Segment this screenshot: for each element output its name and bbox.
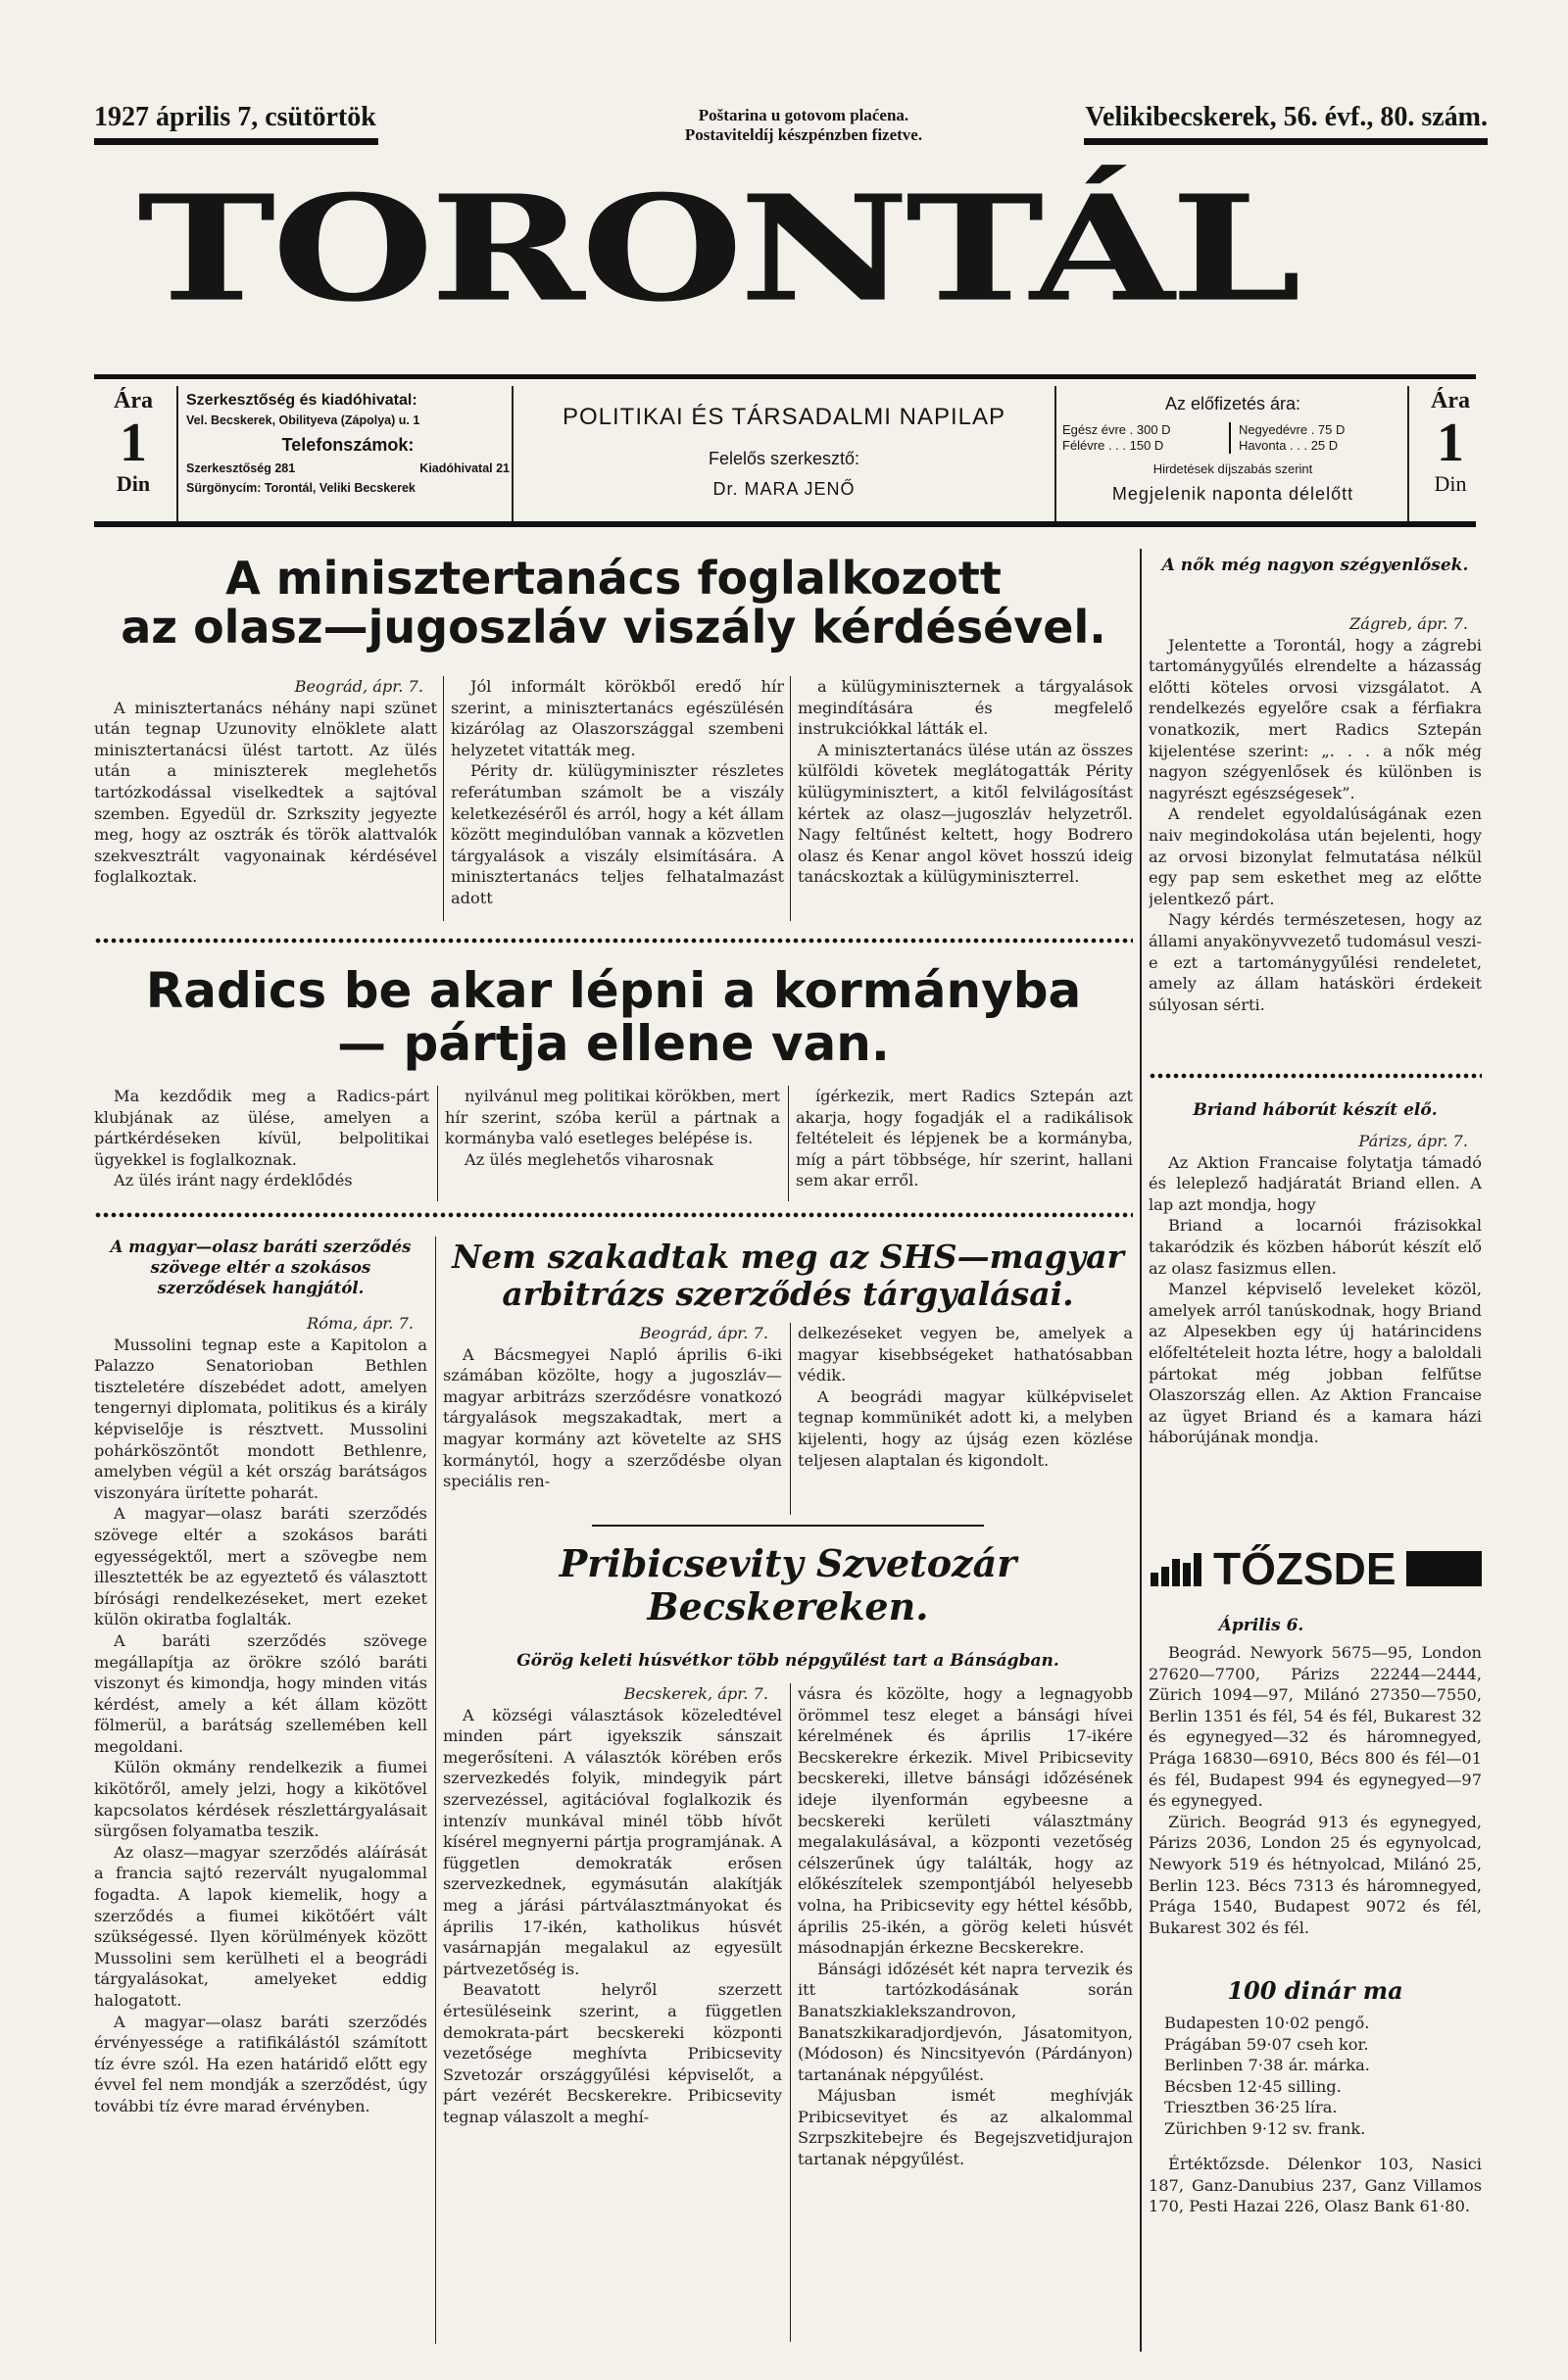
article4-dateline: Beográd, ápr. 7. [639, 1324, 768, 1342]
article4-p1: A Bácsmegyei Napló április 6-iki számában közölte, hogy a jugoszláv—magyar arbitrázs szerződésre vonatkozó tárgyalások megszakadtak, mert a magyar kormány azt követelte az SHS kormánytól, hogy a szerződésbe olyan speciális ren- [443, 1344, 782, 1491]
article2-p4: Az ülés meglehetős viharosnak [465, 1149, 713, 1169]
article5-headline-line2: Becskereken. [647, 1583, 929, 1628]
article3-sep [435, 1237, 436, 2344]
article2-col1 [94, 1086, 429, 1201]
dinar-title: 100 dinár ma [1227, 1976, 1403, 2005]
right1-p2: A rendelet egyoldalúságának ezen naiv megindokolása után bejelenti, hogy az orvosi bizonylat felmutatása nélkül egy pap sem eskethet meg az előtte jelentkező párt. [1149, 804, 1482, 908]
article2-sep1 [437, 1086, 438, 1201]
article1-p3: Périty dr. külügyminiszter részletes referátumban számolt be a viszály keletkezéséről és arról, hogy a két állam között megindulóban vannak a közvetlen tárgyalások a viszály elsimítására. A minisztertanács teljes felhatalmazást adott [451, 761, 784, 907]
article3-p5: Az olasz—magyar szerződés aláírását a francia sajtó rezervált nyugalommal fogadta. A lapok kiemelik, hogy a szerződés a fiumei kikötőért vált szükségessé. Ilyen körülmények között Mussolini sem kerülheti el a beográdi tárgyalásokat, amelyeket eddig halogatott. [94, 1842, 427, 2010]
subtitle-box [519, 404, 1049, 500]
top-rule-right [1084, 138, 1488, 145]
dinar-rate-5: Triesztben 36·25 líra. [1164, 2098, 1338, 2117]
issue-number: Velikibecskerek, 56. évf., 80. szám. [1085, 102, 1488, 132]
editor-name: Dr. MARA JENŐ [712, 479, 856, 499]
sub-half: Félévre . . . 150 D [1062, 438, 1164, 453]
office-address: Vel. Becskerek, Obilityeva (Zápolya) u. 1 [186, 413, 420, 427]
stock-p2: Zürich. Beográd 913 és egynegyed, Párizs 2036, London 25 és egynyolcad, Newyork 519 és hétnyolcad, Milánó 25, Berlin 123. Bécs 7313 és háromnegyed, Prága 1540, Budapest 9072 és fél, Bukarest 302 és fél. [1149, 1812, 1482, 1937]
article2-p1: Ma kezdődik meg a Radics-párt klubjának az ülése, amelyen a pártkérdéseken kívül, belpolitikai ügyekkel is foglalkoznak. [94, 1087, 429, 1169]
appears-note: Megjelenik naponta délelőtt [1111, 484, 1354, 504]
article2-col3 [796, 1086, 1133, 1201]
article1-p2: Jól informált körökből eredő hír szerint, a minisztertanács egészülésén kizárólag az Olaszországgal szembeni helyzetet vitatták meg. [451, 677, 784, 759]
article4-col2 [798, 1323, 1133, 1515]
article1-headline [94, 552, 1133, 654]
article1-p1: A minisztertanács néhány napi szünet után tegnap Uzunovity elnöklete alatt minisztertanácsi ülést tartott. Az ülés után a miniszterek meglehetős tartózkodással viselkedtek a sajtóval szemben. Egyedül dr. Szrkszity jegyezte meg, hogy az osztrák és török alattvalók szekvesztrált vagyonainak kérdésével foglalkoztak. [94, 698, 437, 887]
article1-headline-line1: A minisztertanács foglalkozott [225, 552, 1002, 605]
subscription-box [1062, 394, 1403, 505]
telegram-address: Sürgönycím: Torontál, Veliki Becskerek [186, 481, 416, 495]
masthead-rule-bottom [94, 521, 1476, 527]
phones-title: Telefonszámok: [281, 435, 415, 455]
article4-p2: delkezéseket vegyen be, amelyek a magyar kisebbségeket hathatósabban védik. [798, 1324, 1133, 1385]
article5-p1: A községi választások közeledtével minden párt igyekszik sánszait megerősíteni. A választók körében erős szervezkedés folyik, mindegyik párt szervezéssel, agitációval foglalkozik és intenzív munkával minél több hívőt kísérel megnyerni pártja programjának. A független demokraták erősen szervezkednek, egymásután alakítják meg a járási pártválasztmányokat és április 17-ikén, katholikus húsvét vasárnapján megalakul az egyesült pártvezetőség is. [443, 1705, 782, 1978]
article3-dateline: Róma, ápr. 7. [307, 1314, 414, 1333]
issue-date: 1927 április 7, csütörtök [94, 102, 376, 132]
postage-line-1: Poštarina u gotovom plaćena. [698, 106, 909, 124]
article3-p4: Külön okmány rendelkezik a fiumei kikötőről, amely jelzi, hogy a kikötővel kapcsolatos kérdések részlettárgyalásait sürgősen folyamatba teszik. [94, 1758, 427, 1841]
masthead-title: TORONTÁL [137, 163, 1298, 334]
price-unit-right: Din [1434, 471, 1467, 496]
article2-p3: nyilvánul meg politikai körökben, mert hír szerint, szóba kerül a pártnak a kormányba való esetleges belépése is. [445, 1087, 780, 1148]
right2-p2: Briand a locarnói frázisokkal takaródzik és közben háborút készít elő az olasz fasizmus ellen. [1149, 1216, 1482, 1278]
article4-headline [443, 1239, 1133, 1313]
stock-p1: Beográd. Newyork 5675—95, London 27620—7700, Párizs 22244—2444, Zürich 1094—97, Milánó 27350—7550, Berlin 1351 és fél, 54 és fél, Bukarest 32 és egynegyed—32 és háromnegyed, Prága 16830—6910, Bécs 800 és fél—01 és fél, Budapest 994 és egynegyed—97 és egynegyed. [1149, 1643, 1482, 1811]
article5-dateline: Becskerek, ápr. 7. [623, 1684, 768, 1703]
paper-subtitle: POLITIKAI ÉS TÁRSADALMI NAPILAP [562, 404, 1006, 430]
article5-col1 [443, 1683, 782, 2342]
office-title: Szerkesztőség és kiadóhivatal: [186, 392, 417, 409]
article2-p5: ígérkezik, mert Radics Sztepán azt akarja, hogy fogadják el a radikálisok feltételeit és lépjenek be a kormányba, míg a párt többsége, hír szerint, hallani sem akar erről. [796, 1087, 1133, 1190]
right1-body [1149, 613, 1482, 1064]
article3-p3: A baráti szerződés szövege megállapítja az örökre szóló baráti viszonyt és kimondja, hogy minden vitás kérdést, amely a két állam között fölmerül, a barátság szellemében kell megoldani. [94, 1630, 427, 1756]
article5-p4: Bánsági időzését két napra tervezik és itt tartózkodásának során Banatszkiaklekszandrovon, Banatszkikaradjordjevón, Jásatomityon, (Módoson) és Nincsityevón (Párdányon) tartanának népgyűlést. [798, 1959, 1133, 2084]
editor-label: Felelős szerkesztő: [708, 449, 860, 468]
article3-p2: A magyar—olasz baráti szerződés szövege eltér a szokásos baráti egyességektől, mert a szövegbe nem illesztették be az egyeztető és választott bírósági rendelkezéseket, mert ezeket külön okiratba foglalták. [94, 1504, 427, 1629]
article1-dateline: Beográd, ápr. 7. [294, 677, 423, 696]
dotted-divider-3 [1149, 1072, 1482, 1080]
postage-note [637, 106, 970, 145]
article1-col3 [798, 676, 1133, 921]
article1-headline-line2: az olasz—jugoszláv viszály kérdésével. [121, 600, 1106, 654]
stock-p3: Értéktőzsde. Délenkor 103, Nasici 187, Ganz-Danubius 237, Ganz Villamos 170, Pesti Hazai 226, Olasz Bank 61·80. [1149, 2155, 1482, 2216]
right2-p1: Az Aktion Francaise folytatja támadó és leleplező hadjáratát Briand ellen. A lap azt mondja, hogy [1149, 1152, 1482, 1214]
sub-quarter: Negyedévre . 75 D [1239, 422, 1346, 437]
article5-headline [443, 1542, 1133, 1627]
postage-line-2: Postaviteldíj készpénzben fizetve. [684, 125, 923, 144]
stock-header [1149, 1542, 1482, 1595]
phone-editor: Szerkesztőség 281 [186, 461, 296, 475]
article5-col2 [798, 1683, 1133, 2342]
article4-headline-line2: arbitrázs szerződés tárgyalásai. [502, 1274, 1074, 1313]
right2-headline: Briand háborút készít elő. [1193, 1100, 1438, 1120]
price-box-right [1411, 388, 1490, 497]
article5-p2: Beavatott helyről szerzett értesüléseink szerint, a független demokrata-párt becskereki központi vezetősége meghívta Pribicsevity Szvetozár országgyűlési képviselőt, a párt vezérét Becskerekre. Pribicsevity tegnap válaszolt a meghí- [443, 1980, 782, 2126]
article1-sep2 [790, 676, 791, 921]
article1-sep1 [443, 676, 444, 921]
price-amount-right: 1 [1437, 413, 1464, 473]
masthead-divider-2 [512, 386, 514, 523]
office-box [186, 392, 510, 495]
right-column-divider [1140, 549, 1142, 2352]
masthead-divider-1 [176, 386, 178, 523]
right2-body [1149, 1131, 1482, 1513]
top-rule-left [94, 138, 378, 145]
stock-values-block [1149, 2154, 1482, 2261]
article3-body [94, 1313, 427, 2342]
stock-date: Április 6. [1218, 1616, 1304, 1635]
phone-office: Kiadóhivatal 21 [419, 461, 510, 475]
dinar-rates [1164, 2013, 1380, 2160]
article2-headline-line2: — pártja ellene van. [337, 1015, 890, 1072]
dinar-rate-6: Zürichben 9·12 sv. frank. [1164, 2118, 1366, 2138]
stock-body [1149, 1642, 1482, 1966]
masthead-divider-3 [1054, 386, 1056, 523]
right1-headline: A nők még nagyon szégyenlősek. [1161, 556, 1469, 575]
article1-col1 [94, 676, 437, 921]
article4-end-rule [592, 1525, 984, 1527]
dinar-rate-3: Berlinben 7·38 ár. márka. [1164, 2056, 1370, 2075]
article5-headline-line1: Pribicsevity Szvetozár [559, 1541, 1017, 1585]
right1-p3: Nagy kérdés természetesen, hogy az állami anyakönyvvezető tudomásul veszi-e ezt a tartománygyűlési rendeletet, amely az állam hatásköri érdekeit súlyosan sérti. [1149, 910, 1482, 1014]
article2-sep2 [788, 1086, 789, 1201]
dotted-divider-1 [94, 937, 1133, 945]
right2-dateline: Párizs, ápr. 7. [1358, 1132, 1468, 1150]
article4-sep [790, 1323, 791, 1515]
article3-p6: A magyar—olasz baráti szerződés érvényessége a ratifikálástól számított tíz évre szól. Ha ezen határidő előtt egy évvel fel nem mondják a szerződést, úgy további tíz évre marad érvényben. [94, 2012, 427, 2115]
article5-sep [790, 1683, 791, 2342]
right1-dateline: Zágreb, ápr. 7. [1349, 614, 1468, 633]
masthead-divider-4 [1407, 386, 1409, 523]
price-label-left: Ára [114, 388, 153, 413]
article5-subhead: Görög keleti húsvétkor több népgyűlést tart a Bánságban. [516, 1651, 1059, 1671]
price-box-left [94, 388, 172, 497]
price-unit-left: Din [116, 471, 151, 496]
subscription-title: Az előfizetés ára: [1164, 394, 1301, 413]
ads-note: Hirdetések díjszabás szerint [1152, 461, 1313, 476]
article2-headline [94, 964, 1133, 1070]
dotted-divider-2 [94, 1211, 1133, 1219]
article1-col2 [451, 676, 784, 921]
price-label-right: Ára [1431, 388, 1470, 413]
article2-p2: Az ülés iránt nagy érdeklődés [114, 1171, 353, 1190]
article3-p1: Mussolini tegnap este a Kapitolon a Palazzo Senatorioban Bethlen tiszteletére díszebédet adott, amelyen tengernyi diplomata, politikus és a király képviselője is résztvett. Mussolini pohárköszöntőt mondott Bethlenre, amelyben végül a két ország barátságos viszonyára ürítette poharát. [94, 1335, 427, 1502]
masthead-rule-top [94, 374, 1476, 379]
price-amount-left: 1 [120, 413, 147, 473]
article3-headline: A magyar—olasz baráti szerződés szövege eltér a szokásos szerződések hangjától. [110, 1238, 412, 1297]
article1-p5: A minisztertanács ülése után az összes külföldi követek meglátogatták Périty külügyminisztert, a kitől felvilágosítást kértek az olasz—jugoszláv helyzetről. Nagy feltűnést keltett, hogy Bodrero olasz és Kenar angol követ hosszú ideig tanácskoztak a külügyminiszterrel. [798, 740, 1133, 887]
article5-p3: vásra és közölte, hogy a legnagyobb örömmel tesz eleget a bánsági hívei kérelmének és április 17-ikére Becskerekre érkezik. Mivel Pribicsevity becskereki, illetve bánsági időzésének ideje ilyenformán egybeesne a becskereki kerületi választmány megalakulásával, a központi vezetőség célszerűnek úgy találták, hogy az előkészítelek szempontjából helyesebb volna, ha Pribicsevity egy héttel később, április 25-ikén, a görög keleti húsvét másodnapján érkezne Becskerekre. [798, 1684, 1133, 1958]
stock-title: TŐZSDE [1213, 1543, 1396, 1594]
article4-headline-line1: Nem szakadtak meg az SHS—magyar [452, 1238, 1124, 1276]
article2-headline-line1: Radics be akar lépni a kormányba [145, 962, 1082, 1019]
dinar-rate-1: Budapesten 10·02 pengő. [1164, 2014, 1370, 2032]
stock-bar [1406, 1551, 1482, 1586]
article4-col1 [443, 1323, 782, 1515]
dinar-rate-4: Bécsben 12·45 silling. [1164, 2076, 1342, 2096]
right1-p1: Jelentette a Torontál, hogy a zágrebi tartománygyűlés elrendelte a házasság előtti köteles orvosi vizsgálatot. A rendelkezés egyelőre csak a férfiakra vonatkozik, mert Radics Sztepán kijelentése szerint: „. . . a nők még nagyon szégyenlősek és különben is nagyrészt egészségesek”. [1149, 635, 1482, 802]
sub-month: Havonta . . . 25 D [1239, 438, 1339, 453]
right2-p3: Manzel képviselő leveleket közöl, amelyek arról tanúskodnak, hogy Briand az Alpesekben egy új határincidens előfeltételeit hozta létre, hogy a baloldali pártokat még jobban felfűtse Olaszország ellen. Az Aktion Francaise az ügyet Briand és a kamara házi háborújának mondja. [1149, 1280, 1482, 1447]
dinar-rate-2: Prágában 59·07 cseh kor. [1164, 2034, 1369, 2054]
article2-col2 [445, 1086, 780, 1201]
article5-p5: Májusban ismét meghívják Pribicsevityet és az alkalommal Szrpszkitebejre és Begejszvetidjurajon tartanak népgyűlést. [798, 2086, 1133, 2169]
article4-p3: A beográdi magyar külképviselet tegnap kommünikét adott ki, a melyben kijelenti, hogy az újság ezen közlése teljesen alaptalan és kigondolt. [798, 1386, 1133, 1470]
stock-chart-icon [1149, 1549, 1205, 1588]
sub-year: Egész évre . 300 D [1062, 422, 1171, 437]
article1-p4: a külügyminiszternek a tárgyalások megindítására és megfelelő instrukciókkal látták el. [798, 677, 1133, 739]
